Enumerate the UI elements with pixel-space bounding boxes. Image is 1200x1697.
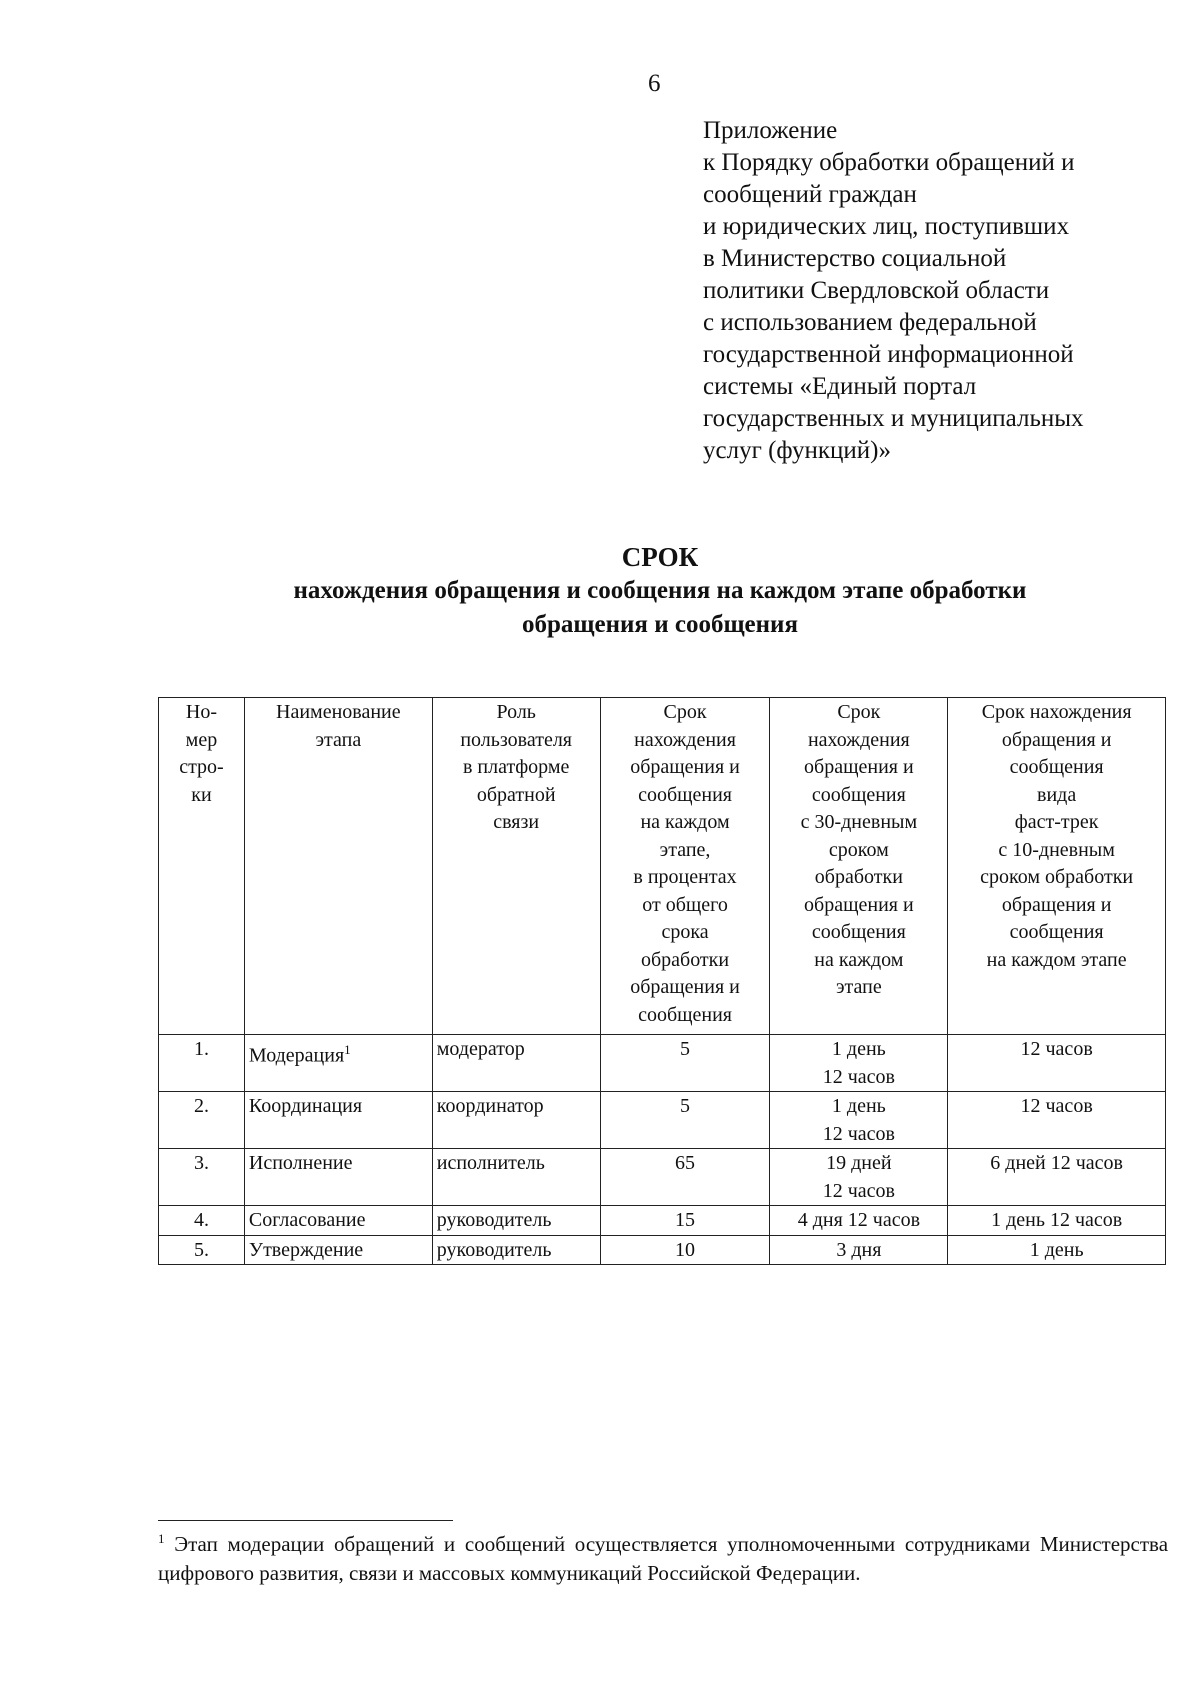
term-30-day-cell-text: 3 дня <box>836 1238 882 1261</box>
appendix-line: и юридических лиц, поступивших <box>703 213 1070 240</box>
term-30-day-cell <box>770 1206 948 1236</box>
header-row-number: Но- мер стро- ки <box>159 698 245 1035</box>
appendix-line: услуг (функций)» <box>703 437 891 464</box>
row-number-cell-text: 4. <box>193 1209 209 1231</box>
appendix-line: сообщений граждан <box>703 181 917 208</box>
stage-name-cell <box>244 1035 432 1092</box>
appendix-line: с использованием федеральной <box>703 309 1037 336</box>
table-header-row <box>159 698 1166 1035</box>
appendix-line: Приложение <box>703 117 838 144</box>
title-line-3: обращения и сообщения <box>522 611 798 638</box>
fast-track-cell <box>948 1035 1166 1092</box>
term-30-day-cell <box>770 1092 948 1149</box>
fast-track-cell <box>948 1092 1166 1149</box>
stage-name-cell-text: Исполнение <box>248 1152 353 1174</box>
header-percent-term: Срок нахождения обращения и сообщения на каждом этапе, в процентах от общего срока обработки обращения и сообщения <box>600 698 770 1035</box>
fast-track-cell-text: 12 часов <box>1020 1095 1093 1117</box>
page-number: 6 <box>648 70 661 97</box>
footnote-reference: 1 <box>344 1042 351 1057</box>
term-30-day-cell <box>770 1235 948 1265</box>
user-role-cell <box>432 1206 600 1236</box>
header-fast-track-term: Срок нахождения обращения и сообщения вида фаст-трек с 10-дневным сроком обработки обращения и сообщения на каждом этапе <box>948 698 1166 1035</box>
user-role-cell-text: модератор <box>436 1038 525 1060</box>
percent-cell <box>600 1206 770 1236</box>
title-main: СРОК <box>621 542 699 572</box>
percent-cell-text: 65 <box>675 1152 696 1174</box>
stage-name-cell <box>244 1092 432 1149</box>
stage-name-cell <box>244 1206 432 1236</box>
row-number-cell <box>159 1206 245 1236</box>
footnote <box>158 1530 1168 1588</box>
table-row <box>159 1035 1166 1092</box>
user-role-cell-text: исполнитель <box>436 1152 545 1174</box>
percent-cell-text: 5 <box>680 1095 691 1117</box>
appendix-line: политики Свердловской области <box>703 277 1050 304</box>
percent-cell <box>600 1235 770 1265</box>
table-row <box>159 1149 1166 1206</box>
row-number-cell-text: 5. <box>193 1238 209 1261</box>
row-number-cell-text: 1. <box>193 1038 209 1060</box>
appendix-line: системы «Единый портал <box>703 373 977 400</box>
user-role-cell-text: руководитель <box>436 1209 552 1231</box>
appendix-line: государственной информационной <box>703 341 1074 368</box>
title-line-2: нахождения обращения и сообщения на каждом этапе обработки <box>293 577 1027 604</box>
user-role-cell-text: координатор <box>436 1095 544 1117</box>
row-number-cell <box>159 1149 245 1206</box>
appendix-note <box>703 115 1163 467</box>
appendix-line: к Порядку обработки обращений и <box>703 149 1075 176</box>
term-30-day-cell-text: 19 дней 12 часов <box>822 1152 895 1202</box>
stage-name-cell <box>244 1149 432 1206</box>
percent-cell-text: 10 <box>675 1238 696 1261</box>
fast-track-cell-text: 1 день 12 часов <box>991 1209 1123 1231</box>
percent-cell-text: 5 <box>680 1038 691 1060</box>
term-30-day-cell <box>770 1149 948 1206</box>
percent-cell-text: 15 <box>675 1209 696 1231</box>
percent-cell <box>600 1092 770 1149</box>
fast-track-cell <box>948 1235 1166 1265</box>
term-30-day-cell-text: 4 дня 12 часов <box>797 1209 921 1231</box>
stage-name-cell-text: Утверждение <box>248 1238 364 1261</box>
stage-name-cell-text: Модерация <box>248 1044 345 1067</box>
stage-name-cell-text: Координация <box>248 1095 363 1117</box>
fast-track-cell-text: 12 часов <box>1020 1038 1093 1060</box>
fast-track-cell-text: 1 день <box>1029 1238 1084 1261</box>
appendix-line: государственных и муниципальных <box>703 405 1084 432</box>
user-role-cell <box>432 1235 600 1265</box>
row-number-cell <box>159 1035 245 1092</box>
user-role-cell-text: руководитель <box>436 1238 552 1261</box>
footnote-divider <box>158 1520 453 1521</box>
user-role-cell <box>432 1035 600 1092</box>
table-row <box>159 1235 1166 1265</box>
table-body <box>159 1035 1166 1265</box>
row-number-cell-text: 2. <box>193 1095 209 1117</box>
percent-cell <box>600 1149 770 1206</box>
fast-track-cell <box>948 1206 1166 1236</box>
appendix-line: в Министерство социальной <box>703 245 1007 272</box>
row-number-cell <box>159 1235 245 1265</box>
user-role-cell <box>432 1149 600 1206</box>
document-title <box>0 540 1200 642</box>
header-stage-name: Наименование этапа <box>244 698 432 1035</box>
row-number-cell-text: 3. <box>193 1152 209 1174</box>
fast-track-cell-text: 6 дней 12 часов <box>990 1152 1123 1174</box>
header-30-day-term: Срок нахождения обращения и сообщения с 30-дневным сроком обработки обращения и сообщения на каждом этапе <box>770 698 948 1035</box>
user-role-cell <box>432 1092 600 1149</box>
fast-track-cell <box>948 1149 1166 1206</box>
footnote-marker: 1 <box>158 1531 165 1546</box>
percent-cell <box>600 1035 770 1092</box>
footnote-text: Этап модерации обращений и сообщений осуществляется уполномоченными сотрудниками Министерства цифрового развития, связи и массовых коммуникаций Российской Федерации. <box>158 1532 1169 1585</box>
stages-table <box>158 697 1166 1265</box>
header-user-role: Роль пользователя в платформе обратной связи <box>432 698 600 1035</box>
table-row <box>159 1092 1166 1149</box>
term-30-day-cell <box>770 1035 948 1092</box>
term-30-day-cell-text: 1 день 12 часов <box>822 1038 895 1088</box>
stage-name-cell <box>244 1235 432 1265</box>
stage-name-cell-text: Согласование <box>248 1209 366 1231</box>
row-number-cell <box>159 1092 245 1149</box>
term-30-day-cell-text: 1 день 12 часов <box>822 1095 895 1145</box>
table-row <box>159 1206 1166 1236</box>
